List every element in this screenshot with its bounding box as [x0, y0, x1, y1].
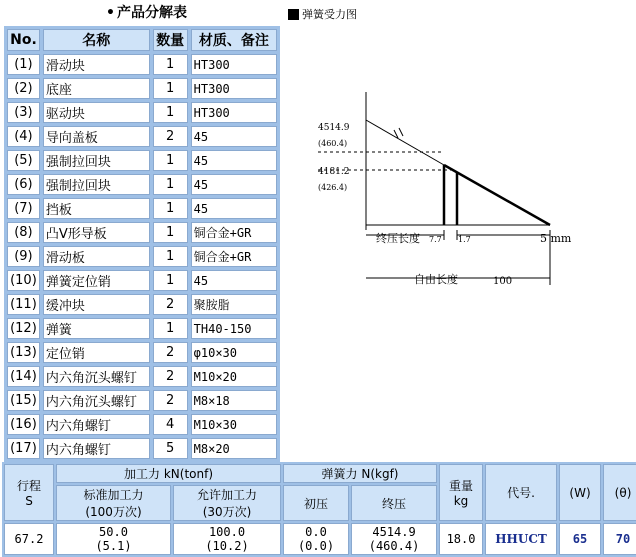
- parts-row: [7, 54, 277, 75]
- part-material: 45: [191, 198, 277, 219]
- part-no: (8): [7, 222, 40, 243]
- label-stroke: 5 mm: [540, 232, 572, 245]
- label-free-length: 自由长度: [414, 273, 458, 286]
- part-qty: 1: [153, 174, 188, 195]
- header-name: 名称: [43, 29, 150, 51]
- header-weight: 重量 kg: [439, 464, 483, 521]
- header-stroke: 行程 S: [4, 464, 54, 521]
- value-initial: 0.0 (0.0): [283, 523, 349, 555]
- header-no: No.: [7, 29, 40, 51]
- header-spring-group: 弹簧力 N(kgf): [283, 464, 437, 483]
- header-final: 终压: [351, 485, 437, 521]
- part-name: 导向盖板: [43, 126, 150, 147]
- part-name: 强制拉回块: [43, 150, 150, 171]
- part-no: (3): [7, 102, 40, 123]
- part-name: 滑动板: [43, 246, 150, 267]
- value-stroke: 67.2: [4, 523, 54, 555]
- y-sub-1: (460.4): [318, 139, 348, 148]
- parts-row: [7, 198, 277, 219]
- part-material: 铜合金+GR: [191, 246, 277, 267]
- part-material: 45: [191, 150, 277, 171]
- part-material: M8×18: [191, 390, 277, 411]
- part-qty: 2: [153, 366, 188, 387]
- part-material: 45: [191, 174, 277, 195]
- part-no: (16): [7, 414, 40, 435]
- part-qty: 1: [153, 318, 188, 339]
- part-qty: 2: [153, 390, 188, 411]
- label-gap: 7.7: [429, 235, 442, 244]
- parts-table: [4, 26, 280, 462]
- part-material: 45: [191, 270, 277, 291]
- parts-row: [7, 342, 277, 363]
- header-material: 材质、备注: [191, 29, 277, 51]
- part-no: (12): [7, 318, 40, 339]
- part-no: (9): [7, 246, 40, 267]
- part-name: 弹簧定位销: [43, 270, 150, 291]
- part-material: φ10×30: [191, 342, 277, 363]
- parts-body: [7, 54, 277, 459]
- part-material: M8×20: [191, 438, 277, 459]
- label-gap2: 1.7: [458, 235, 471, 244]
- spec-row: [4, 523, 636, 555]
- parts-row: [7, 438, 277, 459]
- part-no: (6): [7, 174, 40, 195]
- part-no: (2): [7, 78, 40, 99]
- part-material: HT300: [191, 78, 277, 99]
- part-material: M10×30: [191, 414, 277, 435]
- part-no: (7): [7, 198, 40, 219]
- part-qty: 1: [153, 54, 188, 75]
- part-no: (17): [7, 438, 40, 459]
- header-code: 代号.: [485, 464, 557, 521]
- part-name: 驱动块: [43, 102, 150, 123]
- parts-row: [7, 246, 277, 267]
- part-qty: 2: [153, 294, 188, 315]
- value-allow: 100.0 (10.2): [173, 523, 281, 555]
- part-qty: 1: [153, 102, 188, 123]
- header-theta: (θ): [603, 464, 636, 521]
- parts-row: [7, 126, 277, 147]
- part-qty: 1: [153, 270, 188, 291]
- value-std: 50.0 (5.1): [56, 523, 171, 555]
- part-name: 挡板: [43, 198, 150, 219]
- part-material: M10×20: [191, 366, 277, 387]
- part-no: (11): [7, 294, 40, 315]
- value-weight: 18.0: [439, 523, 483, 555]
- part-name: 内六角螺钉: [43, 414, 150, 435]
- part-qty: 2: [153, 342, 188, 363]
- parts-row: [7, 270, 277, 291]
- part-qty: 2: [153, 126, 188, 147]
- part-name: 定位销: [43, 342, 150, 363]
- label-free-value: 100: [493, 276, 513, 287]
- part-no: (1): [7, 54, 40, 75]
- part-no: (5): [7, 150, 40, 171]
- parts-row: [7, 102, 277, 123]
- part-name: 滑动块: [43, 54, 150, 75]
- parts-row: [7, 294, 277, 315]
- part-qty: 1: [153, 78, 188, 99]
- part-qty: 1: [153, 198, 188, 219]
- value-theta: 70: [603, 523, 636, 555]
- part-qty: 1: [153, 246, 188, 267]
- part-material: 聚胺脂: [191, 294, 277, 315]
- spec-table: [2, 462, 636, 557]
- y-label-1: 4514.9: [318, 123, 350, 133]
- part-qty: 1: [153, 150, 188, 171]
- part-material: HT300: [191, 102, 277, 123]
- parts-row: [7, 222, 277, 243]
- part-material: TH40-150: [191, 318, 277, 339]
- part-name: 内六角沉头螺钉: [43, 390, 150, 411]
- legend-square-icon: [288, 9, 299, 20]
- force-line-thin: [366, 120, 444, 165]
- part-name: 底座: [43, 78, 150, 99]
- part-no: (14): [7, 366, 40, 387]
- header-w: (W): [559, 464, 601, 521]
- parts-row: [7, 78, 277, 99]
- part-qty: 5: [153, 438, 188, 459]
- header-force-group: 加工力 kN(tonf): [56, 464, 281, 483]
- label-final-length: 终压长度: [376, 232, 420, 245]
- part-qty: 1: [153, 222, 188, 243]
- parts-row: [7, 318, 277, 339]
- part-name: 内六角螺钉: [43, 438, 150, 459]
- part-name: 弹簧: [43, 318, 150, 339]
- force-line-thick: [444, 165, 550, 225]
- part-name: 缓冲块: [43, 294, 150, 315]
- y-label-2: 4181.2: [318, 167, 350, 177]
- part-no: (4): [7, 126, 40, 147]
- parts-row: [7, 414, 277, 435]
- y-sub-2: (426.4): [318, 183, 348, 192]
- header-qty: 数量: [153, 29, 188, 51]
- value-final: 4514.9 (460.4): [351, 523, 437, 555]
- legend-label: 弹簧受力图: [302, 8, 357, 21]
- part-material: 铜合金+GR: [191, 222, 277, 243]
- part-name: 内六角沉头螺钉: [43, 366, 150, 387]
- value-code: HHUCT: [485, 523, 557, 555]
- parts-row: [7, 174, 277, 195]
- part-qty: 4: [153, 414, 188, 435]
- page-title: • 产品分解表: [106, 5, 187, 21]
- break-mark-2: [399, 128, 403, 136]
- part-material: 45: [191, 126, 277, 147]
- part-no: (13): [7, 342, 40, 363]
- part-material: HT300: [191, 54, 277, 75]
- parts-row: [7, 390, 277, 411]
- part-name: 凸V形导板: [43, 222, 150, 243]
- header-initial: 初压: [283, 485, 349, 521]
- header-force-allow: 允许加工力 (30万次): [173, 485, 281, 521]
- part-no: (10): [7, 270, 40, 291]
- diagram-legend: [288, 6, 357, 22]
- part-no: (15): [7, 390, 40, 411]
- part-name: 强制拉回块: [43, 174, 150, 195]
- parts-row: [7, 150, 277, 171]
- value-w: 65: [559, 523, 601, 555]
- parts-row: [7, 366, 277, 387]
- spring-force-diagram: [288, 80, 628, 305]
- title-text: 产品分解表: [116, 5, 187, 21]
- header-force-std: 标准加工力 (100万次): [56, 485, 171, 521]
- parts-header-row: [7, 29, 277, 51]
